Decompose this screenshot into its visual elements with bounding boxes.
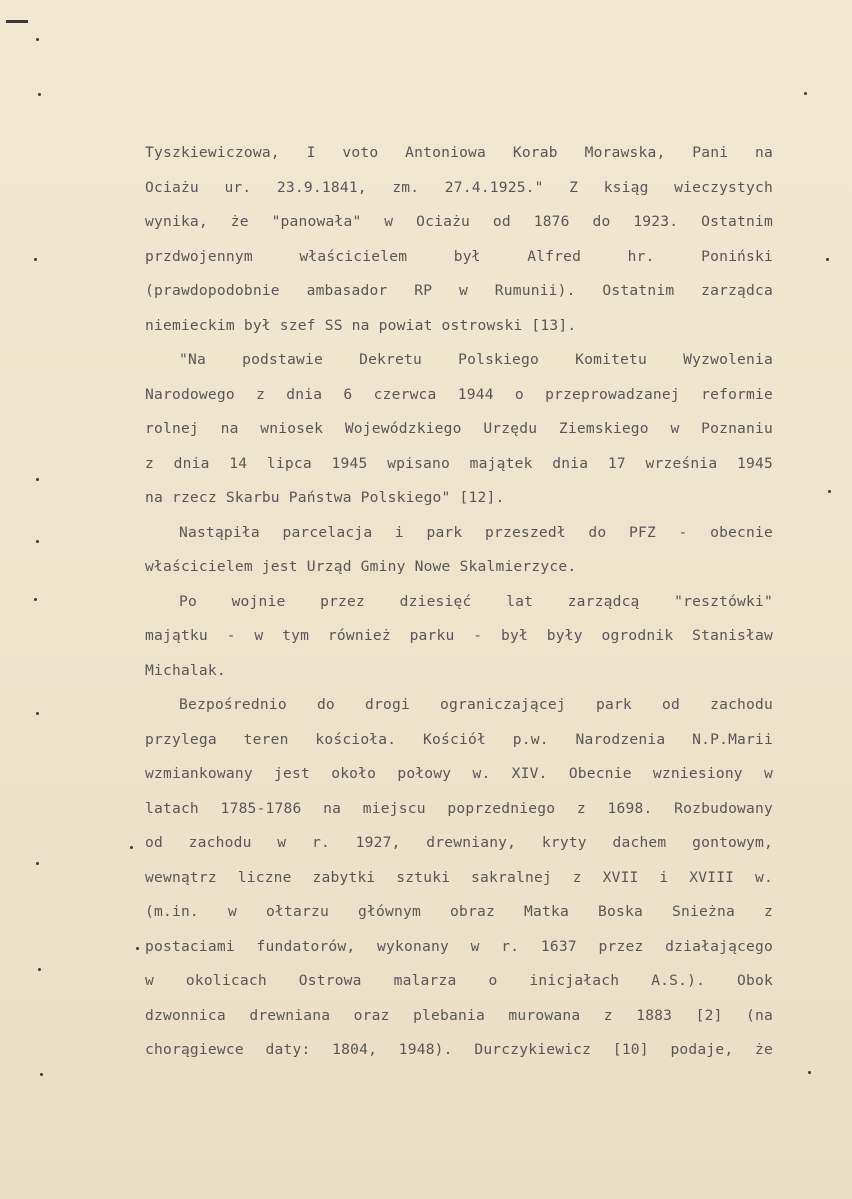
typewritten-text [145,140,773,1072]
text-line: Michalak. [145,661,226,679]
text-line: w okolicach Ostrowa malarza o inicjałach A.S.). Obok [145,972,773,989]
text-line: rolnej na wniosek Wojewódzkiego Urzędu Ziemskiego w Poznaniu [145,420,773,437]
text-line: przylega teren kościoła. Kościół p.w. Narodzenia N.P.Marii [145,730,773,748]
paper-speck [36,862,39,865]
paper-speck [804,92,807,95]
text-line: Nastąpiła parcelacja i park przeszedł do PFZ - obecnie [179,523,773,541]
text-line: z dnia 14 lipca 1945 wpisano majątek dnia 17 września 1945 [145,454,773,472]
paper-speck [36,540,39,543]
text-line: od zachodu w r. 1927, drewniany, kryty dachem gontowym, [145,834,773,851]
text-line: dzwonnica drewniana oraz plebania murowana z 1883 [2] (na [145,1006,773,1024]
text-line: Narodowego z dnia 6 czerwca 1944 o przeprowadzanej reformie [145,385,773,403]
paper-speck [40,1073,43,1076]
text-line: na rzecz Skarbu Państwa Polskiego" [12]. [145,489,505,506]
paper-speck [34,258,37,261]
text-line: "Na podstawie Dekretu Polskiego Komitetu Wyzwolenia [179,351,773,368]
paper-speck [36,712,39,715]
text-line: (m.in. w ołtarzu głównym obraz Matka Boska Snieżna z [145,903,773,920]
text-line: postaciami fundatorów, wykonany w r. 1637 przez działającego [145,937,773,955]
text-line: (prawdopodobnie ambasador RP w Rumunii). Ostatnim zarządca [145,282,773,299]
text-line: chorągiewce daty: 1804, 1948). Durczykiewicz [10] podaje, że [145,1041,773,1058]
text-line: Bezpośrednio do drogi ograniczającej park od zachodu [179,696,773,713]
paper-speck [38,93,41,96]
text-line: właścicielem jest Urząd Gminy Nowe Skalmierzyce. [145,558,577,575]
paper-speck [34,598,37,601]
paper-speck [38,968,41,971]
paper-speck [130,846,133,849]
text-line: Tyszkiewiczowa, I voto Antoniowa Korab Morawska, Pani na [145,144,773,161]
paper-speck [808,1071,811,1074]
text-line: wynika, że "panowała" w Ociażu od 1876 do 1923. Ostatnim [145,213,773,230]
paper-speck [826,258,829,261]
text-line: majątku - w tym również parku - był były ogrodnik Stanisław [145,627,773,644]
text-line: niemieckim był szef SS na powiat ostrowski [13]. [145,316,577,334]
text-line: przdwojennym właścicielem był Alfred hr. Poniński [145,247,773,265]
paper-speck [36,478,39,481]
paper-speck [828,490,831,493]
text-line: Ociażu ur. 23.9.1841, zm. 27.4.1925." Z ksiąg wieczystych [145,178,773,196]
binding-mark [6,20,28,23]
paper-speck [136,947,139,950]
paper-speck [36,38,39,41]
text-line: wewnątrz liczne zabytki sztuki sakralnej z XVII i XVIII w. [145,868,773,886]
text-line: Po wojnie przez dziesięć lat zarządcą "resztówki" [179,592,773,610]
text-line: wzmiankowany jest około połowy w. XIV. Obecnie wzniesiony w [145,765,773,782]
text-line: latach 1785-1786 na miejscu poprzedniego z 1698. Rozbudowany [145,799,773,817]
